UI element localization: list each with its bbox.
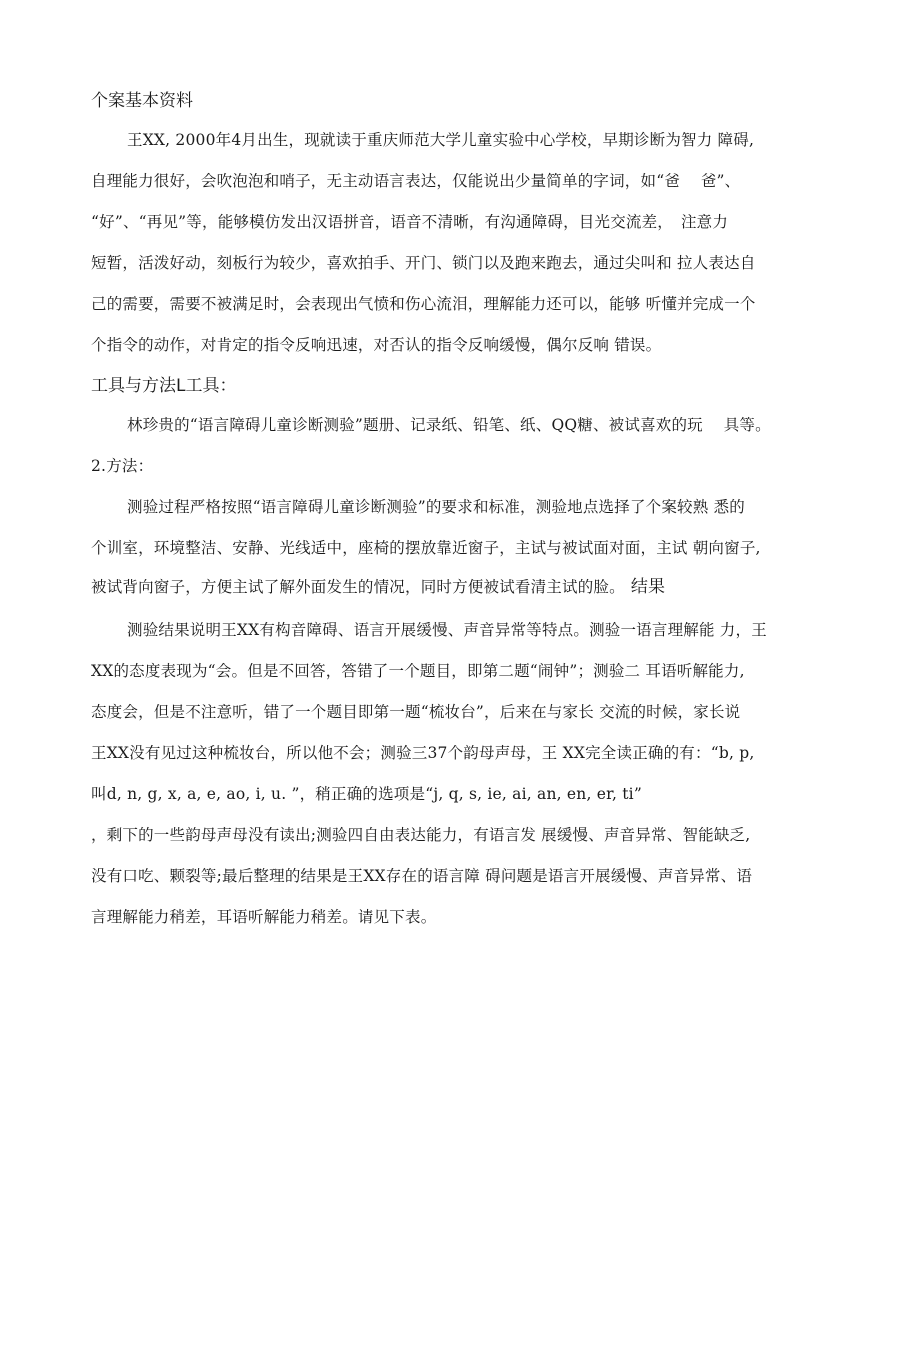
case-info-line-4: 短暂，活泼好动，刻板行为较少，喜欢拍手、开门、锁门以及跑来跑去，通过尖叫和 拉人表达自 xyxy=(91,254,756,272)
results-line-8: 言理解能力稍差，耳语听解能力稍差。请见下表。 xyxy=(91,908,437,926)
method-line-1: 测验过程严格按照“语言障碍儿童诊断测验”的要求和标准，测验地点选择了个案较熟 悉的 xyxy=(127,498,745,516)
results-line-7: 没有口吃、颗裂等;最后整理的结果是王XX存在的语言障 碍问题是语言开展缓慢、声音异常、语 xyxy=(91,867,753,885)
case-info-heading: 个案基本资料 xyxy=(91,91,193,111)
case-info-line-5: 己的需要，需要不被满足时，会表现出气愤和伤心流泪，理解能力还可以，能够 听懂并完成一个 xyxy=(91,295,756,313)
case-info-line-6: 个指令的动作，对肯定的指令反响迅速，对否认的指令反响缓慢，偶尔反响 错误。 xyxy=(91,336,662,354)
results-line-6: ，剩下的一些韵母声母没有读出;测验四自由表达能力，有语言发 展缓慢、声音异常、智能缺乏, xyxy=(91,826,751,844)
results-line-4: 王XX没有见过这种梳妆台，所以他不会；测验三37个韵母声母，王 XX完全读正确的有：“b, p, xyxy=(91,744,755,762)
case-info-line-2: 自理能力很好，会吹泡泡和哨子，无主动语言表达，仅能说出少量简单的字词，如“爸 爸”、 xyxy=(91,172,741,190)
results-line-3: 态度会，但是不注意听，错了一个题目即第一题“梳妆台”，后来在与家长 交流的时候，家长说 xyxy=(91,703,741,721)
results-line-5: 叫d, n, g, x, a, e, ao, i, u. ”，稍正确的选项是“j, q, s, ie, ai, an, en, er, ti” xyxy=(91,785,642,803)
case-info-line-1: 王XX, 2000年4月出生，现就读于重庆师范大学儿童实验中心学校，早期诊断为智力 障碍, xyxy=(127,131,755,149)
results-line-2: XX的态度表现为“会。但是不回答，答错了一个题目，即第二题“闹钟”；测验二 耳语听解能力, xyxy=(91,662,745,680)
method-line-2: 个训室，环境整洁、安静、光线适中，座椅的摆放靠近窗子，主试与被试面对面，主试 朝向窗子, xyxy=(91,539,761,557)
method-line-3 xyxy=(91,577,665,597)
method-label: 2.方法： xyxy=(91,457,154,475)
results-line-1: 测验结果说明王XX有构音障碍、语言开展缓慢、声音异常等特点。测验一语言理解能 力，王 xyxy=(127,621,767,639)
method-line-3-text: 被试背向窗子，方便主试了解外面发生的情况，同时方便被试看清主试的脸。 xyxy=(91,578,625,596)
tools-line: 林珍贵的“语言障碍儿童诊断测验”题册、记录纸、铅笔、纸、QQ糖、被试喜欢的玩 具等。 xyxy=(127,416,771,434)
results-heading: 结果 xyxy=(630,577,666,597)
case-info-line-3: “好”、“再见”等，能够模仿发出汉语拼音，语音不清晰，有沟通障碍，目光交流差， 注意力 xyxy=(91,213,729,231)
tools-methods-heading: 工具与方法L工具： xyxy=(91,376,237,396)
